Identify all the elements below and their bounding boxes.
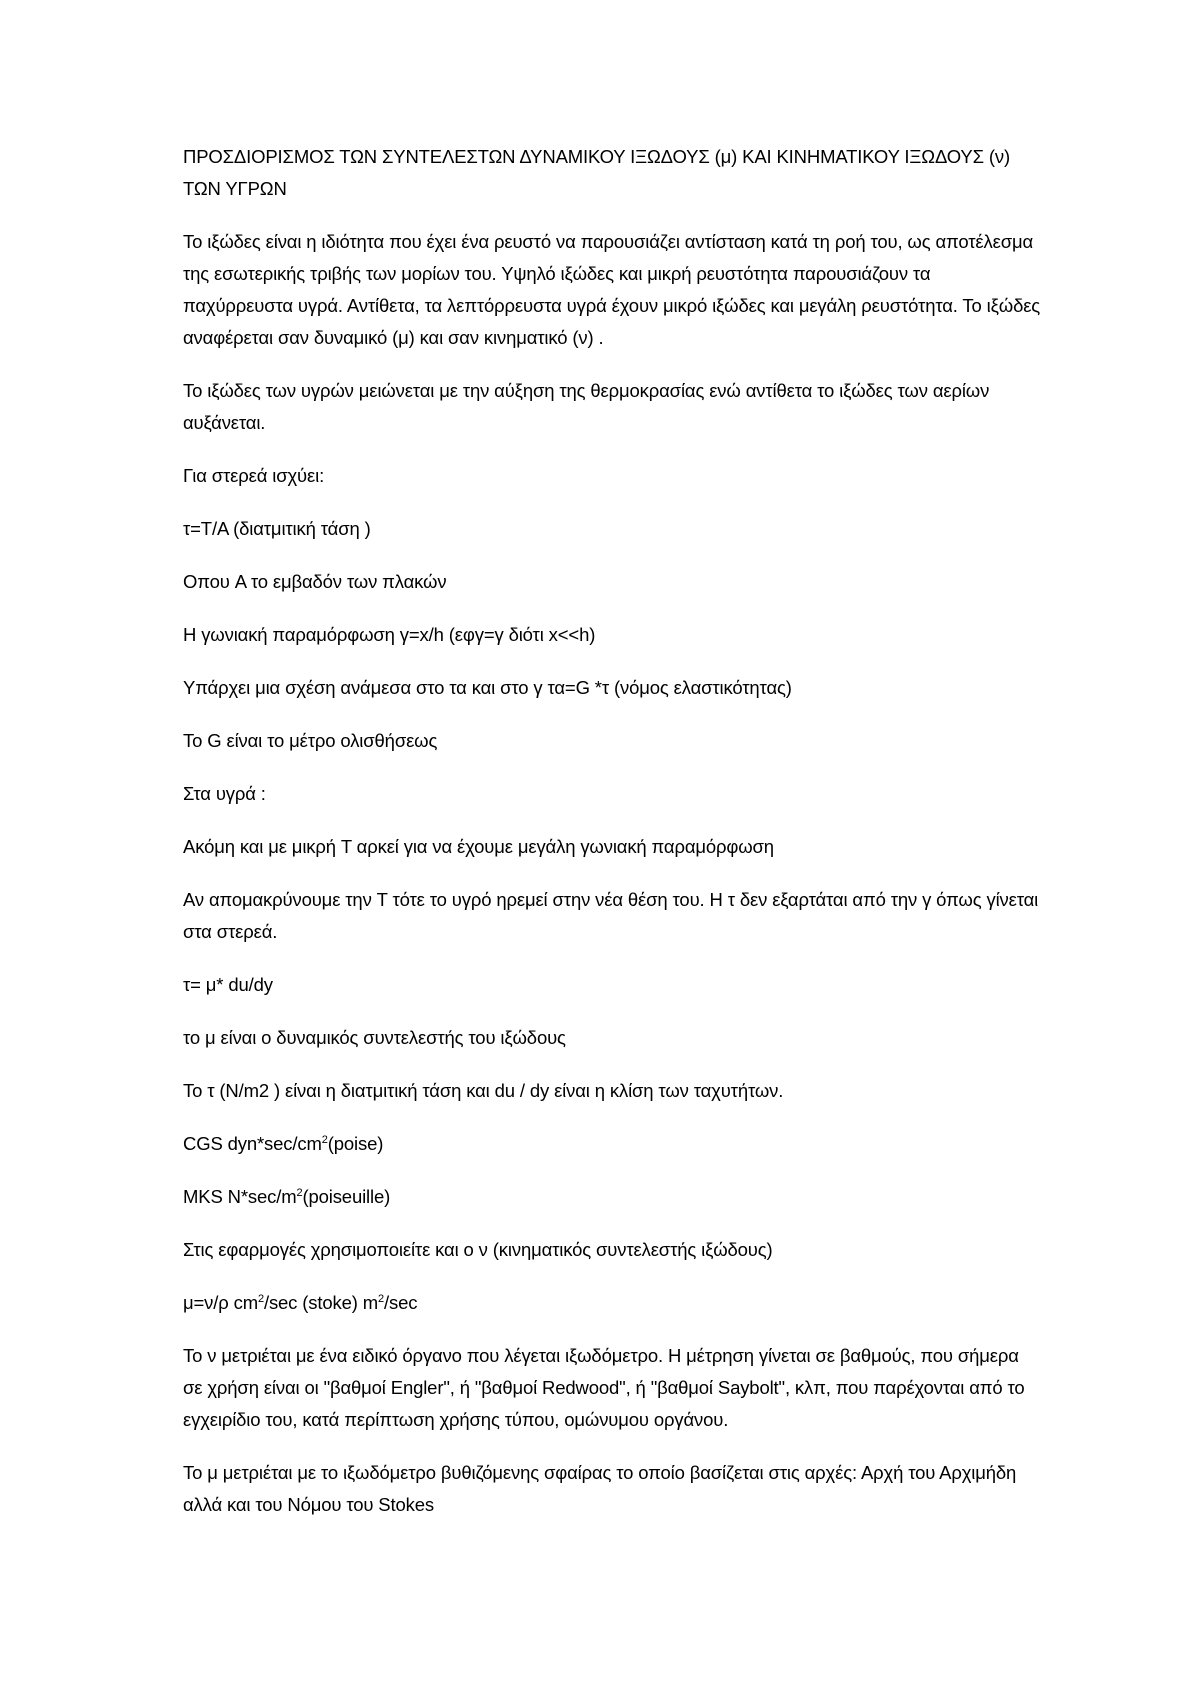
elasticity-relation: Υπάρχει μια σχέση ανάμεσα στο τα και στο γ τα=G *τ (νόμος ελαστικότητας) xyxy=(183,677,792,698)
solids-heading: Για στερεά ισχύει: xyxy=(183,465,325,486)
kinematic-formula-part-c: /sec xyxy=(383,1292,418,1313)
mu-definition: το μ είναι ο δυναμικός συντελεστής του ιξώδους xyxy=(183,1027,566,1048)
mks-unit-exponent: 2 xyxy=(296,1187,303,1199)
angular-strain-formula: Η γωνιακή παραμόρφωση γ=x/h (εφγ=γ διότι x<<h) xyxy=(183,624,596,645)
liquids-small-force: Ακόμη και με μικρή T αρκεί για να έχουμε μεγάλη γωνιακή παραμόρφωση xyxy=(183,836,774,857)
kinematic-formula-part-a: μ=ν/ρ cm xyxy=(183,1292,258,1313)
mks-unit-line xyxy=(183,1181,1043,1213)
liquids-heading: Στα υγρά : xyxy=(183,783,266,804)
temperature-paragraph: Το ιξώδες των υγρών μειώνεται με την αύξηση της θερμοκρασίας ενώ αντίθετα το ιξώδες των αερίων αυξάνεται. xyxy=(183,380,990,433)
kinematic-formula-exponent-b: 2 xyxy=(378,1293,384,1305)
cgs-unit-base: CGS dyn*sec/cm xyxy=(183,1133,322,1154)
cgs-unit-name: (poise) xyxy=(327,1133,384,1154)
document-title: ΠΡΟΣΔΙΟΡΙΣΜΟΣ ΤΩΝ ΣΥΝΤΕΛΕΣΤΩΝ ΔΥΝΑΜΙΚΟΥ ΙΞΩΔΟΥΣ (μ) ΚΑΙ ΚΙΝΗΜΑΤΙΚΟΥ ΙΞΩΔΟΥΣ (ν) ΤΩΝ ΥΓΡΩΝ xyxy=(183,146,1011,199)
nu-measurement-paragraph: Το ν μετριέται με ένα ειδικό όργανο που λέγεται ιξωδόμετρο. Η μέτρηση γίνεται σε βαθμούς, που σήμερα σε χρήση είναι οι "βαθμοί Engler", ή "βαθμοί Redwood", ή "βαθμοί Saybolt", κλπ, που παρέχονται από το εγχειρίδιο του, κατά περίπτωση χρήσης τύπου, ομώνυμου οργάνου. xyxy=(183,1345,1025,1430)
shear-modulus-definition: Το G είναι το μέτρο ολισθήσεως xyxy=(183,730,438,751)
mu-measurement-paragraph: Το μ μετριέται με το ιξωδόμετρο βυθιζόμενης σφαίρας το οποίο βασίζεται στις αρχές: Αρχή του Αρχιμήδη αλλά και του Νόμου του Stokes xyxy=(183,1462,1017,1515)
intro-paragraph: Το ιξώδες είναι η ιδιότητα που έχει ένα ρευστό να παρουσιάζει αντίσταση κατά τη ροή του, ως αποτέλεσμα της εσωτερικής τριβής των μορίων του. Υψηλό ιξώδες και μικρή ρευστότητα παρουσιάζουν τα παχύρρευστα υγρά. Αντίθετα, τα λεπτόρρευστα υγρά έχουν μικρό ιξώδες και μεγάλη ρευστότητα. Το ιξώδες αναφέρεται σαν δυναμικό (μ) και σαν κινηματικό (ν) . xyxy=(183,231,1041,348)
cgs-unit-line xyxy=(183,1128,1043,1160)
mks-unit-name: (poiseuille) xyxy=(302,1186,391,1207)
liquids-remove-force: Αν απομακρύνουμε την T τότε το υγρό ηρεμεί στην νέα θέση του. Η τ δεν εξαρτάται από την γ όπως γίνεται στα στερεά. xyxy=(183,889,1039,942)
document-body xyxy=(183,141,1043,1542)
kinematic-formula-line xyxy=(183,1287,1043,1319)
area-definition: Οπου A το εμβαδόν των πλακών xyxy=(183,571,447,592)
tau-definition: Το τ (N/m2 ) είναι η διατμιτική τάση και du / dy είναι η κλίση των ταχυτήτων. xyxy=(183,1080,784,1101)
newton-viscosity-law: τ= μ* du/dy xyxy=(183,974,273,995)
cgs-unit-exponent: 2 xyxy=(321,1134,328,1146)
shear-stress-formula: τ=T/A (διατμιτική τάση ) xyxy=(183,518,371,539)
kinematic-formula-part-b: /sec (stoke) m xyxy=(263,1292,379,1313)
kinematic-formula-exponent-a: 2 xyxy=(257,1293,264,1305)
mks-unit-base: MKS N*sec/m xyxy=(183,1186,297,1207)
kinematic-application: Στις εφαρμογές χρησιμοποιείτε και ο ν (κινηματικός συντελεστής ιξώδους) xyxy=(183,1239,773,1260)
